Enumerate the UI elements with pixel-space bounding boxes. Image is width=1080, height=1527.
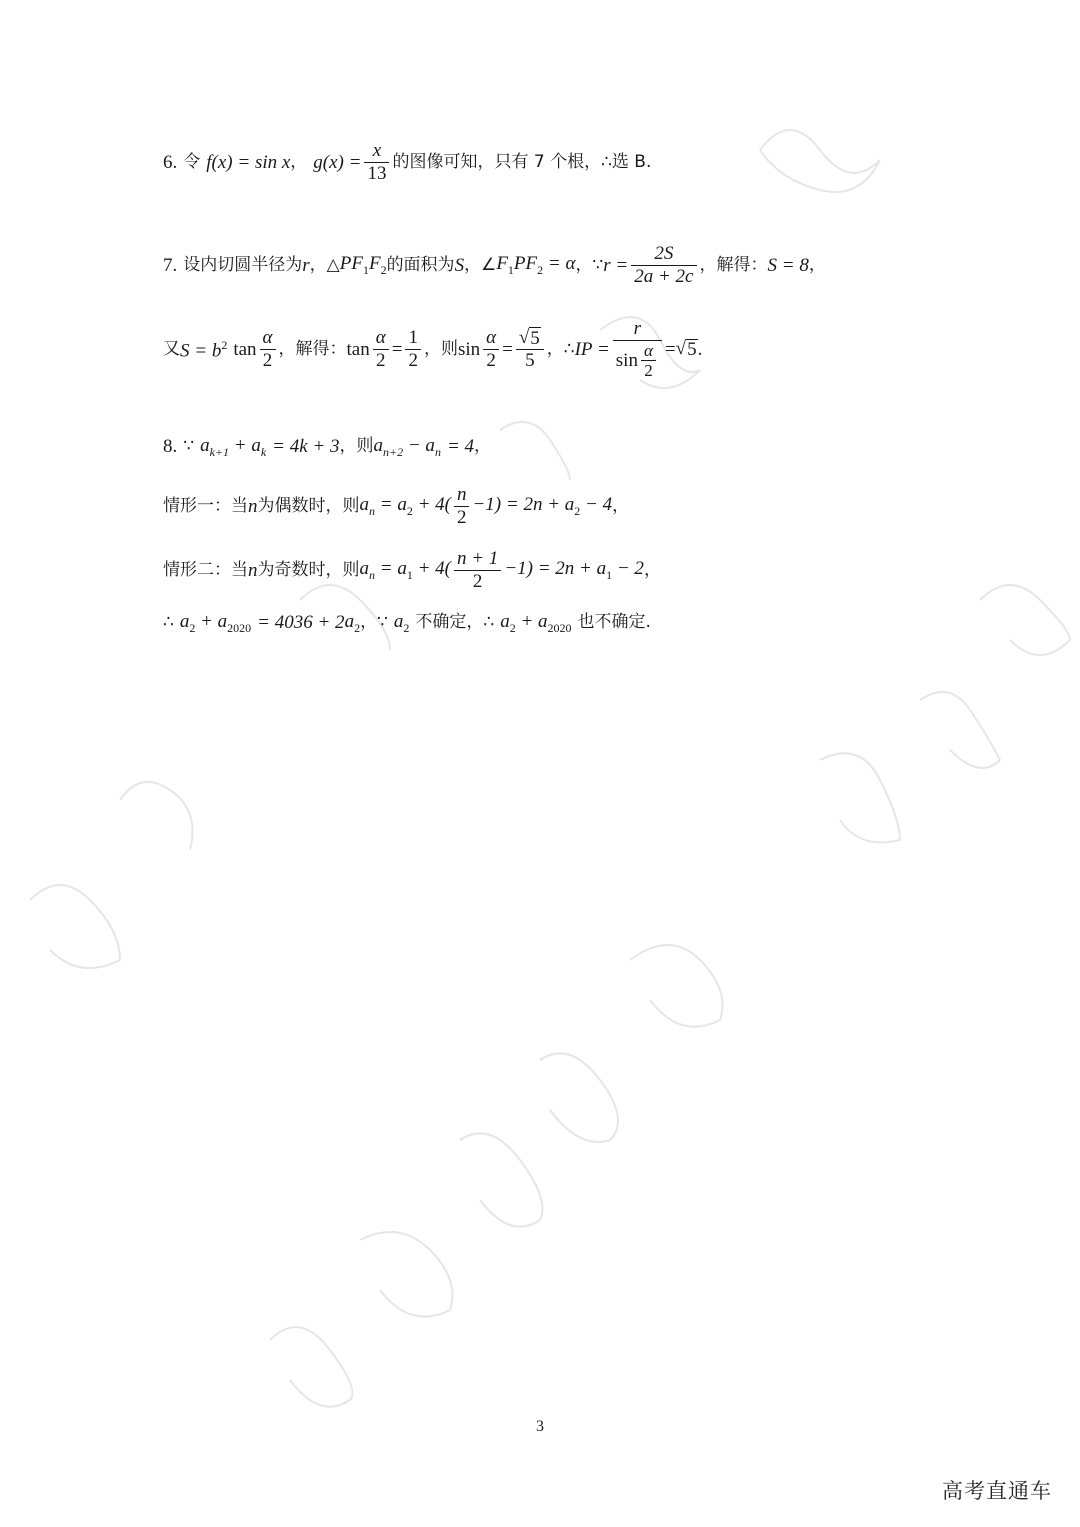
q8-last-a2: $a_2$: [344, 611, 361, 635]
q7-S: S: [454, 254, 465, 276]
q8-case2-n: n: [248, 559, 258, 581]
q7-l2-S: $S = b^2$: [180, 337, 228, 362]
q7-l2-eq: =: [391, 338, 403, 360]
q8-text-5: ，: [474, 436, 492, 457]
q8-case1-frac: $\frac{n}{2}$: [454, 484, 470, 529]
q8-last-a2-b: $a_2$: [393, 611, 410, 635]
q7-l2-frac-sqrt5: √ 5 5: [516, 327, 544, 373]
q7-text-7: ，: [808, 254, 826, 275]
q8-case2-frac: $\frac{n + 1}{2}$: [454, 548, 501, 593]
q8-last-text-5: 也不确定.: [577, 612, 651, 633]
q7-l2-sin: sin: [457, 338, 481, 360]
q8-expr-1: $a_{k+1} + a_k$: [200, 435, 267, 459]
q7-l2-tan: tan: [233, 338, 257, 360]
q7-text-5: ，∵: [575, 254, 604, 275]
q7-r: r: [302, 254, 310, 276]
q8-last-text-1: ∴: [163, 612, 174, 633]
q6-fraction: [364, 140, 389, 185]
q7-triangle: $PF_1F_2$: [339, 253, 387, 278]
q8-case1-n: n: [248, 495, 258, 517]
q7-l2-frac-alpha-1: $\frac{\alpha}{2}$: [260, 327, 276, 372]
q7-text-6: ，解得：: [699, 254, 768, 275]
q7-r-fraction: [631, 243, 696, 288]
q7-l2-sqrt5: √ 5: [675, 338, 697, 361]
q7-l2-text-1: 又: [163, 338, 180, 359]
q8-number: 8.: [163, 436, 178, 458]
q7-number: 7.: [163, 254, 178, 276]
q7-l2-end: .: [697, 338, 703, 360]
q8-text-3: ，则: [339, 436, 374, 457]
q6-sep: ，: [290, 151, 308, 172]
q8-text-1: ∵: [183, 436, 195, 457]
q7-line-1: [163, 243, 826, 288]
q7-S-value: S = 8: [767, 254, 809, 276]
q7-l2-text-4: ，∴: [546, 338, 575, 359]
q8-case2-label: 情形二：当: [163, 559, 248, 580]
q7-text-1: 设内切圆半径为: [183, 254, 303, 275]
q8-last-text-2: = 4036 + 2: [257, 612, 345, 634]
q8-case1-expr-rest: $-1) = 2n + a_2 - 4$: [472, 494, 613, 519]
source-watermark: 高考直通车: [942, 1479, 1052, 1503]
q7-r-expr: r =: [603, 254, 629, 276]
q8-case2-expr: $a_n = a_1 + 4$(: [359, 558, 451, 583]
q6-number: 6.: [163, 151, 178, 173]
q6-line: [163, 140, 651, 185]
q8-case1-expr: $a_n = a_2 + 4$(: [359, 494, 451, 519]
q7-l2-frac-r-sin: r sin $\frac{\alpha}{2}$: [613, 318, 662, 381]
q8-case1-label: 情形一：当: [163, 495, 248, 516]
q8-last-sum: $a_2 + a_{2020}$: [179, 611, 252, 635]
q8-expr-1-rhs: = 4k + 3: [272, 436, 340, 458]
q8-case-1: 情形一：当 n 为偶数时，则 $a_n = a_2 + 4$( $\frac{n}{2}$ $-1) = 2n + a_2 - 4$ ，: [163, 484, 630, 528]
q6-f-def: f(x) = sin x: [206, 151, 291, 173]
q7-text-3: 的面积为: [386, 254, 455, 275]
q7-text-2: ，△: [309, 254, 340, 275]
q8-case-2: 情形二：当 n 为奇数时，则 $a_n = a_1 + 4$( $\frac{n + 1}{2}$ $-1) = 2n + a_1 - 2$ ，: [163, 548, 661, 592]
page-number: 3: [536, 1418, 544, 1435]
q6-g-def: g(x) =: [313, 151, 362, 173]
q8-last-sum-b: $a_2 + a_{2020}$: [500, 611, 572, 635]
q8-last-text-4: 不确定，∴: [415, 612, 495, 633]
q6-frac-den: 13: [367, 162, 387, 184]
q6-frac-num: x: [372, 140, 382, 161]
q7-l2-eq-2: =: [502, 338, 513, 360]
q6-text-1: 令: [183, 151, 201, 172]
q7-angle: $F_1PF_2 = \alpha$: [496, 253, 576, 278]
q7-l2-frac-alpha-2: $\frac{\alpha}{2}$: [373, 327, 389, 372]
q7-l2-frac-half: $\frac{1}{2}$: [405, 327, 421, 372]
q8-case1-text: 为偶数时，则: [257, 495, 360, 516]
q7-l2-eq-3: =: [664, 338, 676, 360]
q8-line-1: [163, 436, 491, 458]
q6-text-2: 的图像可知，只有 7 个根，∴选 B.: [392, 151, 652, 172]
q8-last-text-3: ，∵: [360, 612, 388, 633]
q8-case2-expr-rest: $-1) = 2n + a_1 - 2$: [504, 558, 644, 583]
q7-r-frac-den: 2a + 2c: [634, 265, 694, 287]
q7-text-4: ，∠: [464, 254, 497, 275]
q7-line-2: [163, 318, 702, 381]
q8-case2-text: 为奇数时，则: [257, 559, 360, 580]
q8-expr-2: $a_{n+2} - a_n$: [373, 435, 441, 459]
q8-expr-2-rhs: = 4: [446, 436, 475, 458]
q7-l2-tan-2: tan: [346, 338, 370, 360]
q7-l2-IP: IP =: [574, 338, 610, 360]
q7-l2-frac-alpha-3: $\frac{\alpha}{2}$: [483, 327, 499, 372]
q7-r-frac-num: 2S: [654, 243, 674, 264]
q7-l2-text-2: ，解得：: [278, 338, 347, 359]
q7-l2-text-3: ，则: [423, 338, 458, 359]
q8-conclusion: [163, 612, 651, 634]
